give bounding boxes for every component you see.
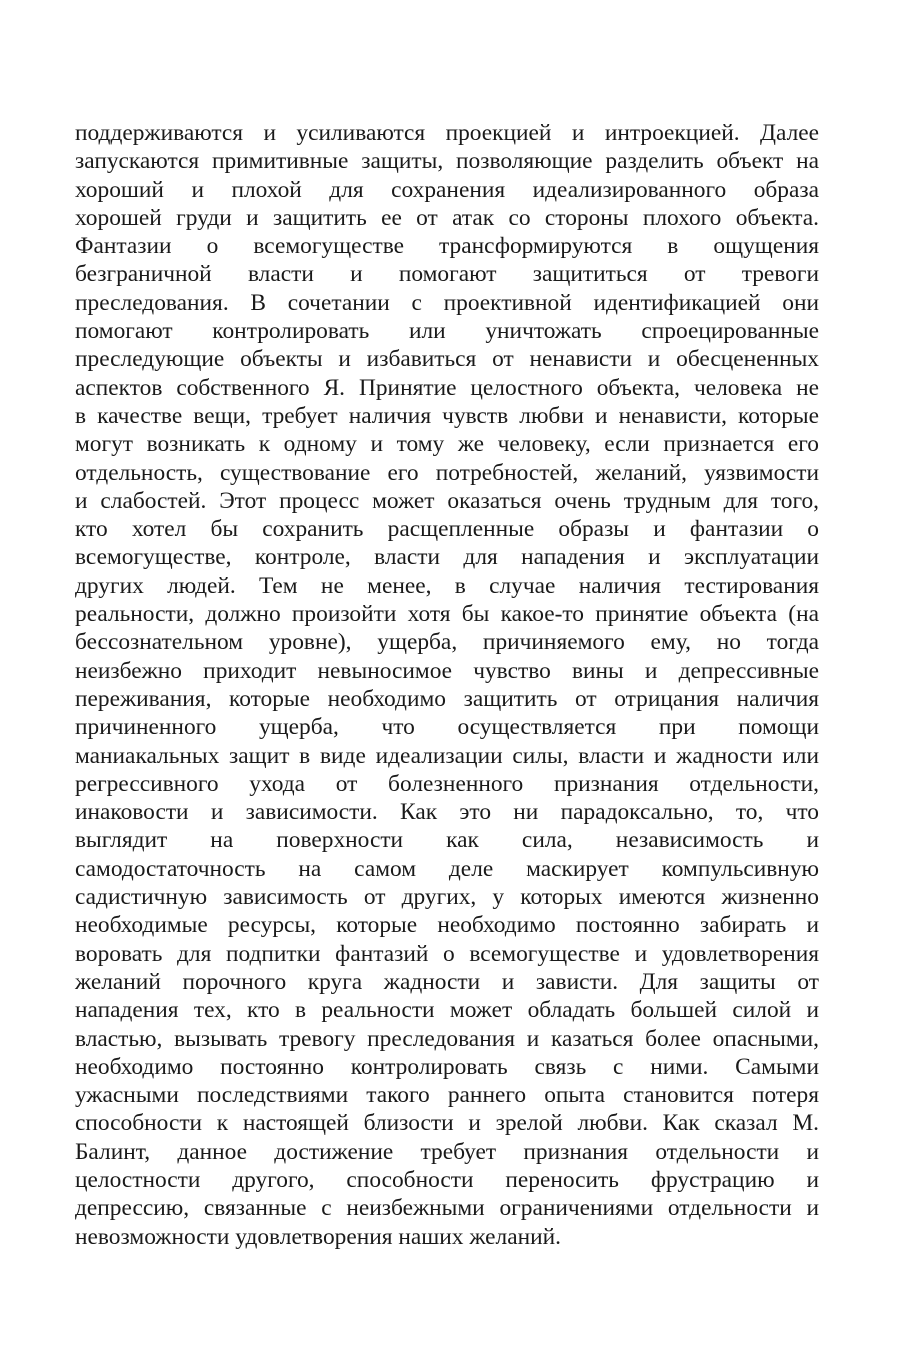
text-line: могут возникать к одному и тому же человеку, если признается его (75, 431, 819, 458)
text-line: необходимые ресурсы, которые необходимо постоянно забирать и (75, 912, 819, 939)
text-line: депрессию, связанные с неизбежными ограничениями отдельности и (75, 1195, 819, 1222)
text-line: воровать для подпитки фантазий о всемогуществе и удовлетворения (75, 940, 819, 967)
text-line: невозможности удовлетворения наших желаний. (75, 1223, 562, 1250)
body-paragraph (75, 119, 819, 1251)
text-line: хорошей груди и защитить ее от атак со стороны плохого объекта. (75, 204, 819, 231)
text-line: и слабостей. Этот процесс может оказаться очень трудным для того, (75, 487, 819, 514)
text-line: в качестве вещи, требует наличия чувств любви и ненависти, которые (75, 402, 819, 429)
text-line: нападения тех, кто в реальности может обладать большей силой и (75, 997, 819, 1024)
text-line: властью, вызывать тревогу преследования и казаться более опасными, (75, 1025, 819, 1052)
text-line: неизбежно приходит невыносимое чувство вины и депрессивные (75, 657, 819, 684)
text-line: садистичную зависимость от других, у которых имеются жизненно (75, 884, 819, 911)
text-line: бессознательном уровне), ущерба, причиняемого ему, но тогда (75, 629, 819, 656)
text-line: регрессивного ухода от болезненного признания отдельности, (75, 770, 819, 797)
text-line: необходимо постоянно контролировать связь с ними. Самыми (75, 1053, 819, 1080)
text-line: выглядит на поверхности как сила, независимость и (75, 827, 819, 854)
text-line: инаковости и зависимости. Как это ни парадоксально, то, что (75, 799, 819, 826)
text-line: реальности, должно произойти хотя бы какое-то принятие объекта (на (75, 601, 819, 628)
text-line: причиненного ущерба, что осуществляется при помощи (75, 714, 819, 741)
text-line: других людей. Тем не менее, в случае наличия тестирования (75, 572, 819, 599)
text-line: запускаются примитивные защиты, позволяющие разделить объект на (75, 148, 819, 175)
text-line: хороший и плохой для сохранения идеализированного образа (75, 176, 819, 203)
text-line: кто хотел бы сохранить расщепленные образы и фантазии о (75, 516, 819, 543)
text-line: помогают контролировать или уничтожать спроецированные (75, 318, 819, 345)
text-line: отдельность, существование его потребностей, желаний, уязвимости (75, 459, 819, 486)
text-line: всемогуществе, контроле, власти для нападения и эксплуатации (75, 544, 819, 571)
text-line: безграничной власти и помогают защититься от тревоги (75, 261, 819, 288)
text-line: преследования. В сочетании с проективной идентификацией они (75, 289, 819, 316)
text-line: самодостаточность на самом деле маскирует компульсивную (75, 855, 819, 882)
text-line: Балинт, данное достижение требует признания отдельности и (75, 1138, 819, 1165)
text-line: поддерживаются и усиливаются проекцией и интроекцией. Далее (75, 120, 819, 146)
text-line: маниакальных защит в виде идеализации силы, власти и жадности или (75, 742, 819, 769)
text-line: ужасными последствиями такого раннего опыта становится потеря (75, 1082, 819, 1109)
text-line: целостности другого, способности переносить фрустрацию и (75, 1166, 819, 1193)
text-line: переживания, которые необходимо защитить от отрицания наличия (75, 685, 819, 712)
text-line: преследующие объекты и избавиться от ненависти и обесцененных (75, 346, 819, 373)
text-line: аспектов собственного Я. Принятие целостного объекта, человека не (75, 374, 819, 401)
text-line: желаний порочного круга жадности и зависти. Для защиты от (75, 968, 819, 995)
text-line: способности к настоящей близости и зрелой любви. Как сказал М. (75, 1110, 819, 1137)
text-line: Фантазии о всемогуществе трансформируются в ощущения (75, 233, 819, 260)
